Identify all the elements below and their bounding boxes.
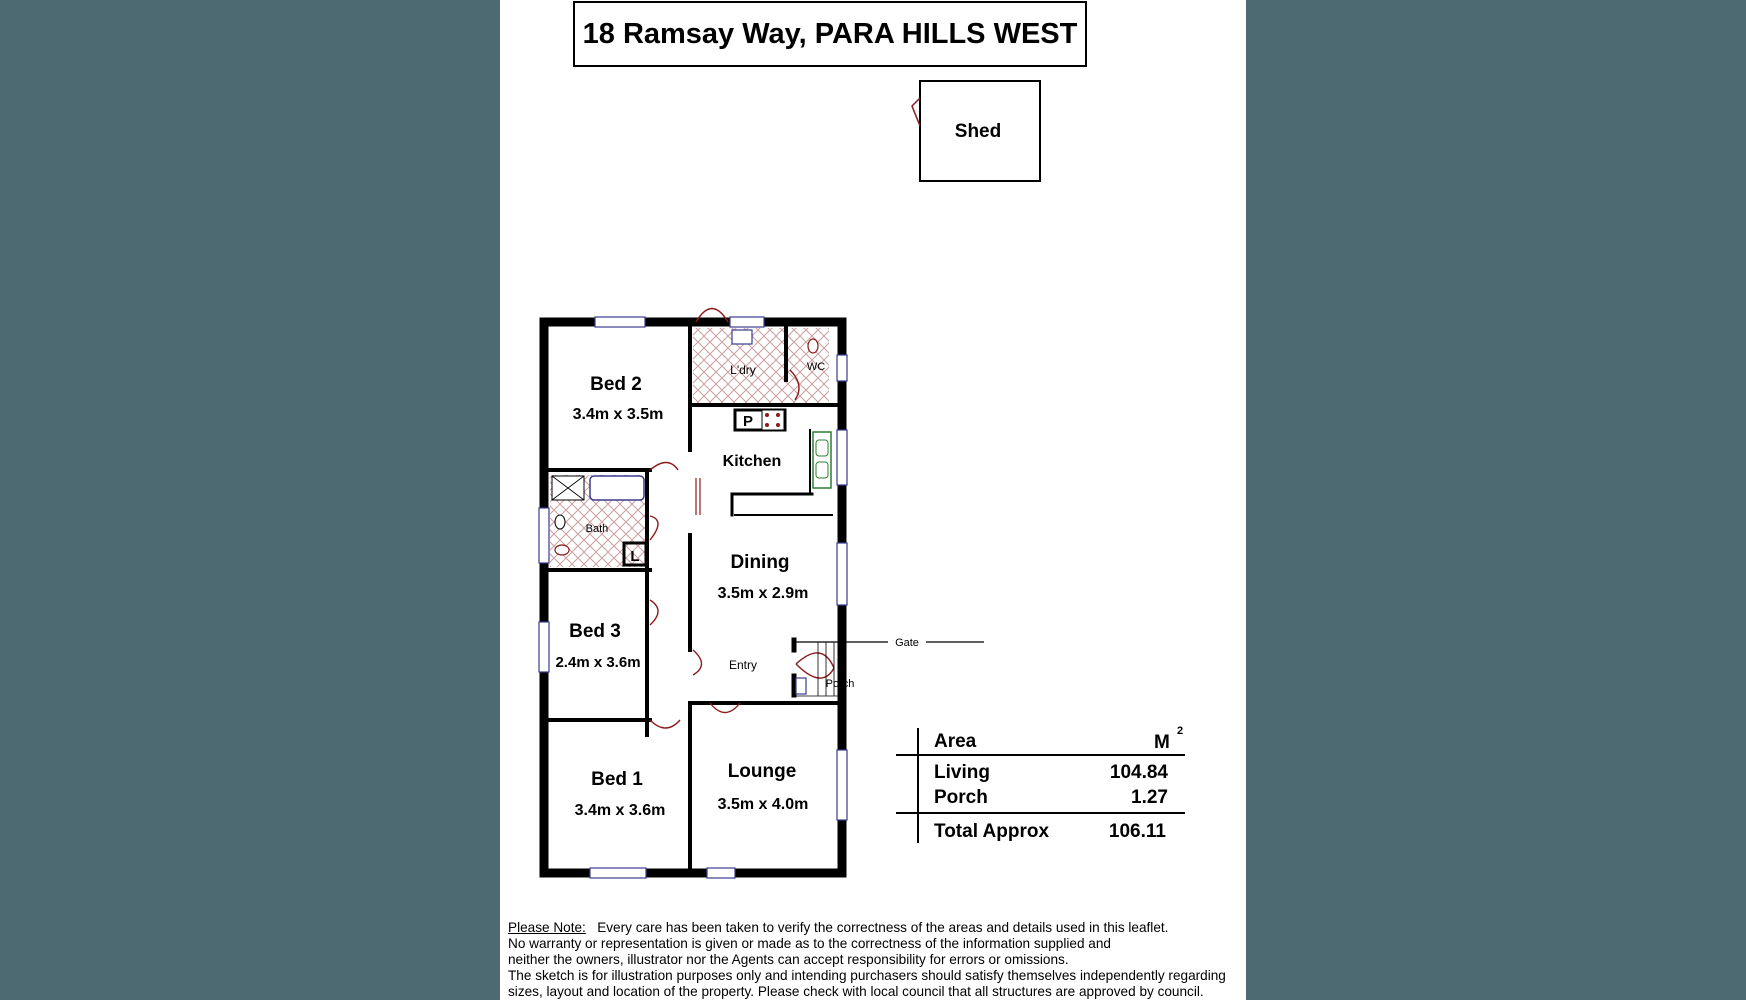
area-header-unit-sup: 2 [1177,725,1184,737]
bed3-label: Bed 3 [569,621,621,642]
wc-label: WC [806,361,826,373]
bed1-door-icon [650,720,680,728]
floor-plan-sheet [500,0,1246,1000]
basin-icon [555,515,565,529]
bed2-label: Bed 2 [590,374,642,395]
bed3-door-icon [650,600,658,625]
area-header-unit: M [1154,732,1170,753]
pantry-label: P [742,413,754,430]
porch-label: Porch [825,678,855,690]
bed2-size: 3.4m x 3.5m [572,406,664,423]
note-heading: Please Note: [508,920,586,935]
note-line-2: No warranty or representation is given or made as to the correctness of the information supplied and [508,936,1111,951]
toilet-icon [555,545,569,555]
lounge-label: Lounge [727,761,797,782]
dining-label: Dining [730,552,790,573]
shed-door-icon [912,98,920,126]
entry-label: Entry [728,658,758,672]
note-line-3: neither the owners, illustrator nor the Agents can accept responsibility for errors or omissions. [508,952,1069,967]
entry-door-icon [693,650,702,675]
area-row-porch-label: Porch [934,787,988,808]
area-total-value: 106.11 [1108,821,1166,842]
area-header-label: Area [934,731,977,752]
shed [912,81,1040,181]
wc-toilet-icon [808,339,818,353]
shed-label: Shed [954,121,1002,142]
gate-label: Gate [895,637,919,649]
bath-label: Bath [585,523,609,535]
front-door-icon [796,653,834,668]
area-row-living-label: Living [934,762,990,783]
disclaimer-note [508,920,1244,1000]
area-row-living-value: 104.84 [1109,762,1168,783]
bed3-size: 2.4m x 3.6m [555,654,641,671]
area-total-label: Total Approx [934,821,1050,842]
area-row-porch-value: 1.27 [1131,787,1168,808]
bath-door-icon [650,516,658,540]
bed2-door-icon [650,463,678,471]
floor-plan-diagram [500,0,1246,1000]
note-line-1: Every care has been taken to verify the correctness of the areas and details used in this leaflet. [597,920,1169,935]
lounge-size: 3.5m x 4.0m [717,796,809,813]
dining-size: 3.5m x 2.9m [717,585,809,602]
linen-label: L [630,548,640,565]
laundry-label: L'dry [730,363,756,377]
bed1-size: 3.4m x 3.6m [574,802,666,819]
area-table [896,725,1185,843]
bathtub-icon [590,476,644,500]
bed1-label: Bed 1 [591,769,643,790]
kitchen-label: Kitchen [722,453,782,470]
stove-icon [762,410,784,430]
note-line-5: sizes, layout and location of the property. Please check with local council that all structures are approved by council. [508,984,1204,999]
laundry-trough-icon [732,330,752,344]
note-line-4: The sketch is for illustration purposes only and intending purchasers should satisfy themselves independently regarding [508,968,1226,983]
property-title: 18 Ramsay Way, PARA HILLS WEST [573,1,1087,67]
